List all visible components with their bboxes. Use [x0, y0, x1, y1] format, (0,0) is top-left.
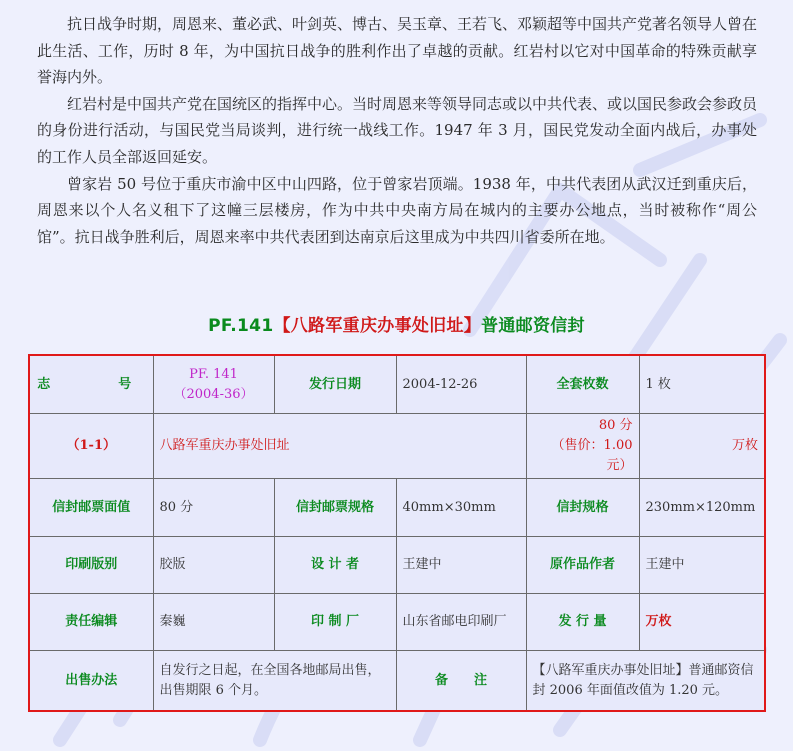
article-paragraph: 抗日战争时期，周恩来、董必武、叶剑英、博古、吴玉章、王若飞、邓颖超等中国共产党著名领导人曾在此生活、工作，历时 8 年，为中国抗日战争的胜利作出了卓越的贡献。红岩村以它对中国革命的特殊贡献享誉海内外。 [37, 15, 758, 87]
item-number: （1-1） [29, 414, 153, 479]
label-original-author: 原作品作者 [526, 537, 639, 594]
item-quantity: 万枚 [639, 414, 765, 479]
label-face-value: 信封邮票面值 [29, 479, 153, 537]
label-printer: 印 制 厂 [274, 594, 396, 651]
label-issue-date: 发行日期 [274, 355, 396, 414]
stamp-title-kind: 普通邮资信封 [481, 316, 585, 336]
item-sale-price: （售价：1.00 元） [551, 438, 633, 473]
article-text [37, 11, 757, 250]
article-paragraph: 曾家岩 50 号位于重庆市渝中区中山四路，位于曾家岩顶端。1938 年，中共代表团从武汉迁到重庆后，周恩来以个人名义租下了这幢三层楼房，作为中共中央南方局在城内的主要办公地点，当时被称作“周公馆”。抗日战争胜利后，周恩来率中共代表团到达南京后这里成为中共四川省委所在地。 [37, 174, 757, 246]
table-row [29, 594, 765, 651]
envelope-size: 230mm×120mm [639, 479, 765, 537]
label-issue-quantity: 发 行 量 [526, 594, 639, 651]
table-row [29, 414, 765, 479]
designer: 王建中 [396, 537, 526, 594]
label-stamp-size: 信封邮票规格 [274, 479, 396, 537]
stamp-title [0, 311, 793, 336]
item-name: 八路军重庆办事处旧址 [153, 414, 526, 479]
issue-date: 2004-12-26 [396, 355, 526, 414]
original-author: 王建中 [639, 537, 765, 594]
label-note: 备 注 [396, 651, 526, 712]
table-row [29, 651, 765, 712]
set-count: 1 枚 [639, 355, 765, 414]
label-print-method: 印刷版别 [29, 537, 153, 594]
sale-method: 自发行之日起，在全国各地邮局出售，出售期限 6 个月。 [153, 651, 396, 712]
stamp-code: PF. 141 [189, 366, 238, 382]
table-row [29, 537, 765, 594]
table-row [29, 479, 765, 537]
label-envelope-size: 信封规格 [526, 479, 639, 537]
stamp-info-table [28, 354, 766, 712]
label-set-count: 全套枚数 [526, 355, 639, 414]
label-designer: 设 计 者 [274, 537, 396, 594]
print-method: 胶版 [153, 537, 274, 594]
label-code: 志 号 [29, 355, 153, 414]
note: 【八路军重庆办事处旧址】普通邮资信封 2006 年面值改值为 1.20 元。 [526, 651, 765, 712]
table-row [29, 355, 765, 414]
stamp-size: 40mm×30mm [396, 479, 526, 537]
label-sale-method: 出售办法 [29, 651, 153, 712]
article-paragraph: 红岩村是中国共产党在国统区的指挥中心。当时周恩来等领导同志或以中共代表、或以国民参政会参政员的身份进行活动，与国民党当局谈判，进行统一战线工作。1947 年 3 月，国民党发动全面内战后，办事处的工作人员全部返回延安。 [37, 94, 758, 166]
stamp-title-code: PF.141 [208, 316, 274, 336]
item-price: 80 分 [598, 418, 633, 433]
face-value: 80 分 [153, 479, 274, 537]
label-editor: 责任编辑 [29, 594, 153, 651]
editor: 秦巍 [153, 594, 274, 651]
stamp-code-cell [153, 355, 274, 414]
stamp-title-name: 【八路军重庆办事处旧址】 [273, 316, 482, 336]
issue-quantity: 万枚 [639, 594, 765, 651]
item-price-cell [526, 414, 639, 479]
stamp-code-year: （2004-36） [173, 386, 254, 402]
printer: 山东省邮电印刷厂 [396, 594, 526, 651]
